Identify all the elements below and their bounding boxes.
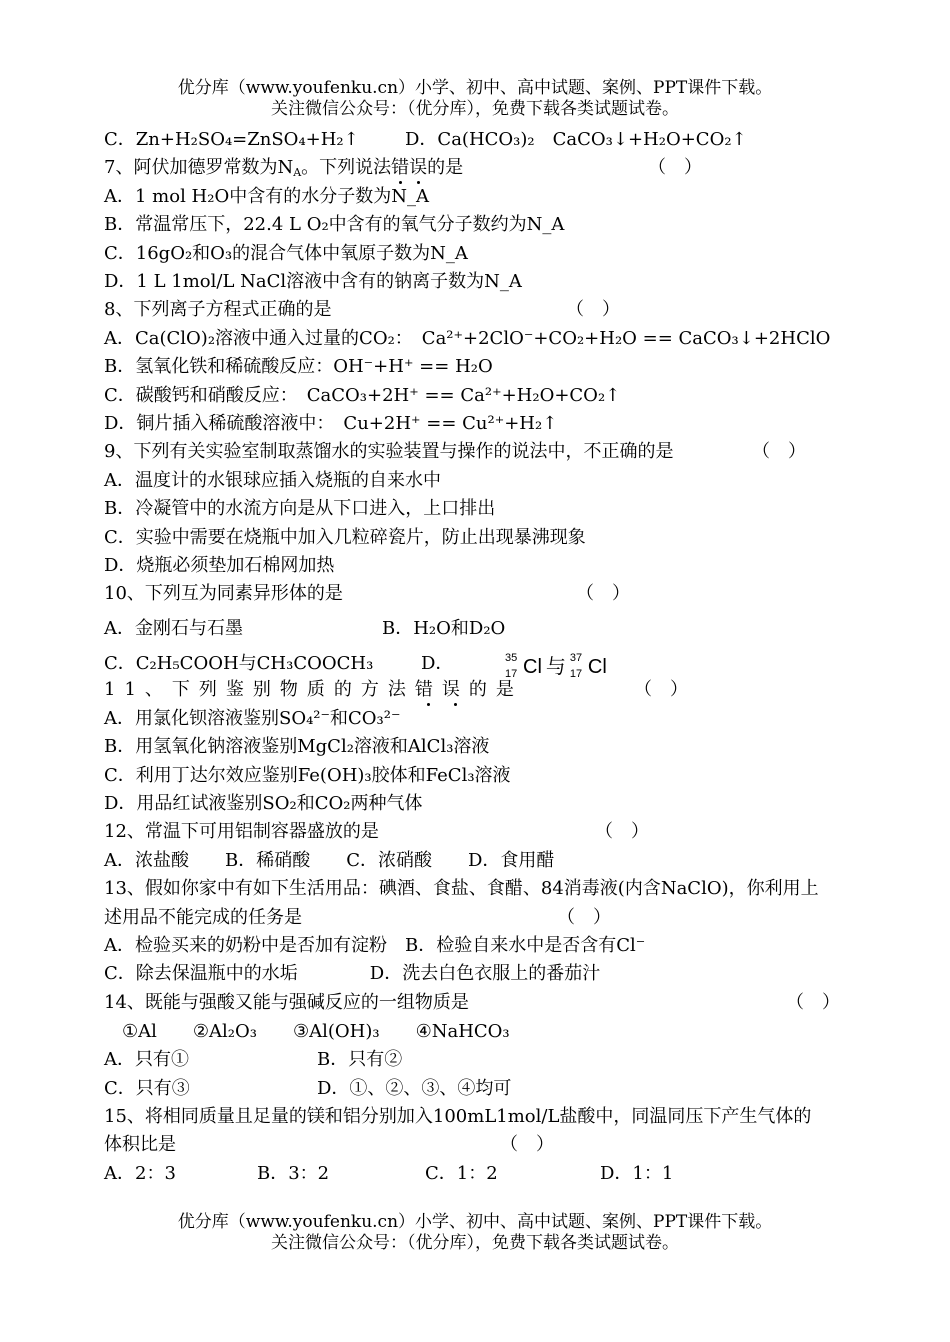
q10-stem: 10、下列互为同素异形体的是 xyxy=(104,583,343,604)
page-footer-line1: 优分库（www.youfenku.cn）小学、初中、高中试题、案例、PPT课件下载。 xyxy=(177,1212,773,1232)
isotope-symbol-1: Cl xyxy=(523,656,542,678)
q14-answer-paren: （ ） xyxy=(786,992,840,1013)
q10-option-c: C．C₂H₅COOH与CH₃COOCH₃ xyxy=(104,653,374,674)
q14-option-a: A．只有① xyxy=(104,1049,189,1070)
q6-option-d: D．Ca(HCO₃)₂ CaCO₃↓+H₂O+CO₂↑ xyxy=(405,129,747,150)
q7-emphasis-2: 误 xyxy=(409,157,428,178)
q11-option-b: B．用氢氧化钠溶液鉴别MgCl₂溶液和AlCl₃溶液 xyxy=(104,736,490,757)
q15-stem-line1: 15、将相同质量且足量的镁和铝分别加入100mL1mol/L盐酸中，同温同压下产生气体的 xyxy=(104,1106,812,1127)
q10-option-d: D． xyxy=(421,653,454,674)
q11-option-a: A．用氯化钡溶液鉴别SO₄²⁻和CO₃²⁻ xyxy=(104,708,401,729)
q9-stem: 9、下列有关实验室制取蒸馏水的实验装置与操作的说法中，不正确的是 xyxy=(104,441,674,462)
page-footer-line2: 关注微信公众号：（优分库），免费下载各类试题试卷。 xyxy=(271,1233,679,1253)
q15-answer-paren: （ ） xyxy=(500,1134,554,1155)
q15-option-a: A．2：3 xyxy=(104,1163,176,1184)
q7-option-c: C．16gO₂和O₃的混合气体中氧原子数为N_A xyxy=(104,243,468,264)
q7-stem-pre: 7、阿伏加德罗常数为N xyxy=(104,157,294,178)
q10-isotopes xyxy=(505,650,611,679)
q9-option-b: B．冷凝管中的水流方向是从下口进入，上口排出 xyxy=(104,498,496,519)
q6-option-c: C．Zn+H₂SO₄=ZnSO₄+H₂↑ xyxy=(104,129,359,150)
q14-items: ①Al ②Al₂O₃ ③Al(OH)₃ ④NaHCO₃ xyxy=(122,1021,510,1042)
q10-option-a: A．金刚石与石墨 xyxy=(104,618,243,639)
q12-stem: 12、常温下可用铝制容器盛放的是 xyxy=(104,821,379,842)
q7-emphasis-1: 错 xyxy=(391,157,410,178)
q15-option-b: B．3：2 xyxy=(257,1163,330,1184)
q7-stem-post: 的是 xyxy=(427,157,464,178)
q13-stem-line1: 13、假如你家中有如下生活用品：碘酒、食盐、食醋、84消毒液(内含NaClO)，你利用上 xyxy=(104,878,819,899)
q8-answer-paren: （ ） xyxy=(566,299,620,320)
q8-option-d: D．铜片插入稀硫酸溶液中： Cu+2H⁺ == Cu²⁺+H₂↑ xyxy=(104,413,558,434)
q9-option-c: C．实验中需要在烧瓶中加入几粒碎瓷片，防止出现暴沸现象 xyxy=(104,527,586,548)
q13-stem-line2: 述用品不能完成的任务是 xyxy=(104,907,302,928)
q9-option-d: D．烧瓶必须垫加石棉网加热 xyxy=(104,555,335,576)
q13-options-ab: A．检验买来的奶粉中是否加有淀粉 B．检验自来水中是否含有Cl⁻ xyxy=(104,935,646,956)
isotope-mass-1: 35 xyxy=(505,652,518,664)
q15-stem-line2: 体积比是 xyxy=(104,1134,176,1155)
q11-stem-pre: 11、下列鉴别物质的方法 xyxy=(104,679,415,700)
q8-option-b: B．氢氧化铁和稀硫酸反应：OH⁻+H⁺ == H₂O xyxy=(104,356,493,377)
isotope-mass-2: 37 xyxy=(569,652,583,664)
q13-options-cd: C．除去保温瓶中的水垢 D．洗去白色衣服上的番茄汁 xyxy=(104,963,601,984)
isotope-cl35 xyxy=(505,652,542,680)
q8-option-c: C．碳酸钙和硝酸反应： CaCO₃+2H⁺ == Ca²⁺+H₂O+CO₂↑ xyxy=(104,385,621,406)
isotope-z-1: 17 xyxy=(505,668,518,680)
q11-option-c: C．利用丁达尔效应鉴别Fe(OH)₃胶体和FeCl₃溶液 xyxy=(104,765,511,786)
q11-emphasis-1: 错 xyxy=(414,679,442,700)
q15-option-d: D．1：1 xyxy=(600,1163,674,1184)
q14-stem: 14、既能与强酸又能与强碱反应的一组物质是 xyxy=(104,992,469,1013)
q13-answer-paren: （ ） xyxy=(557,907,611,928)
q11-option-d: D．用品红试液鉴别SO₂和CO₂两种气体 xyxy=(104,793,423,814)
q9-answer-paren: （ ） xyxy=(752,441,806,462)
q15-option-c: C．1：2 xyxy=(425,1163,498,1184)
q11-stem xyxy=(104,677,523,703)
page-header-line1: 优分库（www.youfenku.cn）小学、初中、高中试题、案例、PPT课件下载。 xyxy=(177,78,773,98)
q12-options: A．浓盐酸 B．稀硝酸 C．浓硝酸 D．食用醋 xyxy=(104,850,555,871)
q11-emphasis-2: 误 xyxy=(441,679,469,700)
q14-option-c: C．只有③ xyxy=(104,1078,190,1099)
q7-option-d: D．1 L 1mol/L NaCl溶液中含有的钠离子数为N_A xyxy=(104,271,522,292)
q7-stem-sub: A xyxy=(293,166,302,179)
q8-stem: 8、下列离子方程式正确的是 xyxy=(104,299,332,320)
q14-option-b: B．只有② xyxy=(317,1049,403,1070)
q11-stem-post: 的是 xyxy=(468,679,523,700)
q7-stem xyxy=(104,155,463,181)
q14-option-d: D．①、②、③、④均可 xyxy=(317,1078,512,1099)
isotope-join: 与 xyxy=(545,656,566,678)
q7-option-a: A．1 mol H₂O中含有的水分子数为N_A xyxy=(104,186,429,207)
q8-option-a: A．Ca(ClO)₂溶液中通入过量的CO₂： Ca²⁺+2ClO⁻+CO₂+H₂O == CaCO₃↓+2HClO xyxy=(104,328,831,349)
q12-answer-paren: （ ） xyxy=(595,821,649,842)
q7-answer-paren: （ ） xyxy=(648,157,702,178)
page-header-line2: 关注微信公众号：（优分库），免费下载各类试题试卷。 xyxy=(271,99,679,119)
q7-option-b: B．常温常压下，22.4 L O₂中含有的氧气分子数约为N_A xyxy=(104,214,565,235)
isotope-symbol-2: Cl xyxy=(587,656,607,678)
q10-option-b: B．H₂O和D₂O xyxy=(382,618,506,639)
isotope-cl37 xyxy=(569,652,607,680)
q9-option-a: A．温度计的水银球应插入烧瓶的自来水中 xyxy=(104,470,441,491)
q7-stem-mid: 。下列说法 xyxy=(301,157,392,178)
q10-answer-paren: （ ） xyxy=(576,583,630,604)
q11-answer-paren: （ ） xyxy=(634,679,688,700)
isotope-z-2: 17 xyxy=(569,668,583,680)
